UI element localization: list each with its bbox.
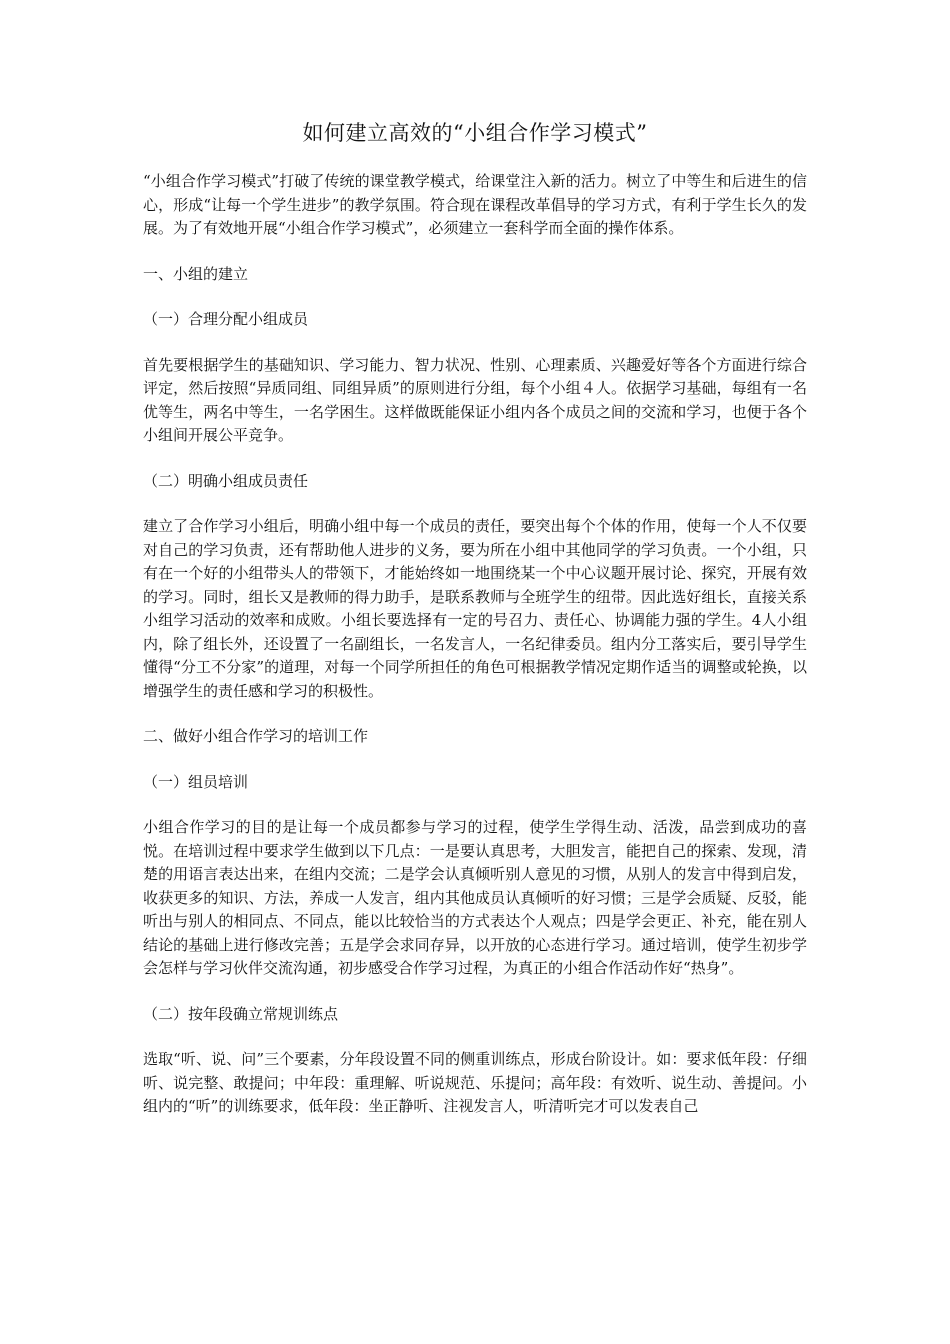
section-2-2-body: 选取“听、说、问”三个要素，分年段设置不同的侧重训练点，形成台阶设计。如：要求低年段：仔细听、说完整、敢提问；中年段：重理解、听说规范、乐提问；高年段：有效听、说生动、善提问。小组内的“听”的训练要求，低年段：坐正静听、注视发言人，听清听完才可以发表自己 [143,1050,807,1115]
section-1-1-heading: （一）合理分配小组成员 [143,310,309,328]
section-1-2-body: 建立了合作学习小组后，明确小组中每一个成员的责任，要突出每个个体的作用，使每一个人不仅要对自己的学习负责，还有帮助他人进步的义务，要为所在小组中其他同学的学习负责。一个小组，只有在一个好的小组带头人的带领下，才能始终如一地围绕某一个中心议题开展讨论、探究，开展有效的学习。同时，组长又是教师的得力助手，是联系教师与全班学生的纽带。因此选好组长，直接关系小组学习活动的效率和成败。小组长要选择有一定的号召力、责任心、协调能力强的学生。4人小组内，除了组长外，还设置了一名副组长，一名发言人，一名纪律委员。组内分工落实后，要引导学生懂得“分工不分家”的道理，对每一个同学所担任的角色可根据教学情况定期作适当的调整或轮换，以增强学生的责任感和学习的积极性。 [143,517,807,700]
section-2-1-body: 小组合作学习的目的是让每一个成员都参与学习的过程，使学生学得生动、活泼，品尝到成功的喜悦。在培训过程中要求学生做到以下几点：一是要认真思考，大胆发言，能把自己的探索、发现，清楚的用语言表达出来，在组内交流；二是学会认真倾听别人意见的习惯，从别人的发言中得到启发，收获更多的知识、方法，养成一人发言，组内其他成员认真倾听的好习惯；三是学会质疑、反驳，能听出与别人的相同点、不同点，能以比较恰当的方式表达个人观点；四是学会更正、补充，能在别人结论的基础上进行修改完善；五是学会求同存异，以开放的心态进行学习。通过培训，使学生初步学会怎样与学习伙伴交流沟通，初步感受合作学习过程，为真正的小组合作活动作好“热身”。 [143,818,807,977]
document-title: 如何建立高效的“小组合作学习模式” [302,121,648,145]
section-1-2-heading: （二）明确小组成员责任 [143,471,309,490]
section-2-1-heading: （一）组员培训 [143,772,249,791]
section-2-2-heading: （二）按年段确立常规训练点 [143,1004,339,1023]
section-2-heading: 二、做好小组合作学习的培训工作 [143,727,369,745]
intro-paragraph: “小组合作学习模式”打破了传统的课堂教学模式，给课堂注入新的活力。树立了中等生和后进生的信心，形成“让每一个学生进步”的教学氛围。符合现在课程改革倡导的学习方式，有利于学生长久的发展。为了有效地开展“小组合作学习模式”，必须建立一套科学而全面的操作体系。 [143,172,807,237]
section-1-heading: 一、小组的建立 [143,264,249,283]
section-1-1-body: 首先要根据学生的基础知识、学习能力、智力状况、性别、心理素质、兴趣爱好等各个方面进行综合评定，然后按照“异质同组、同组异质”的原则进行分组，每个小组４人。依据学习基础，每组有一名优等生，两名中等生，一名学困生。这样做既能保证小组内各个成员之间的交流和学习，也便于各个小组间开展公平竞争。 [143,355,807,444]
document-page [143,118,807,1141]
